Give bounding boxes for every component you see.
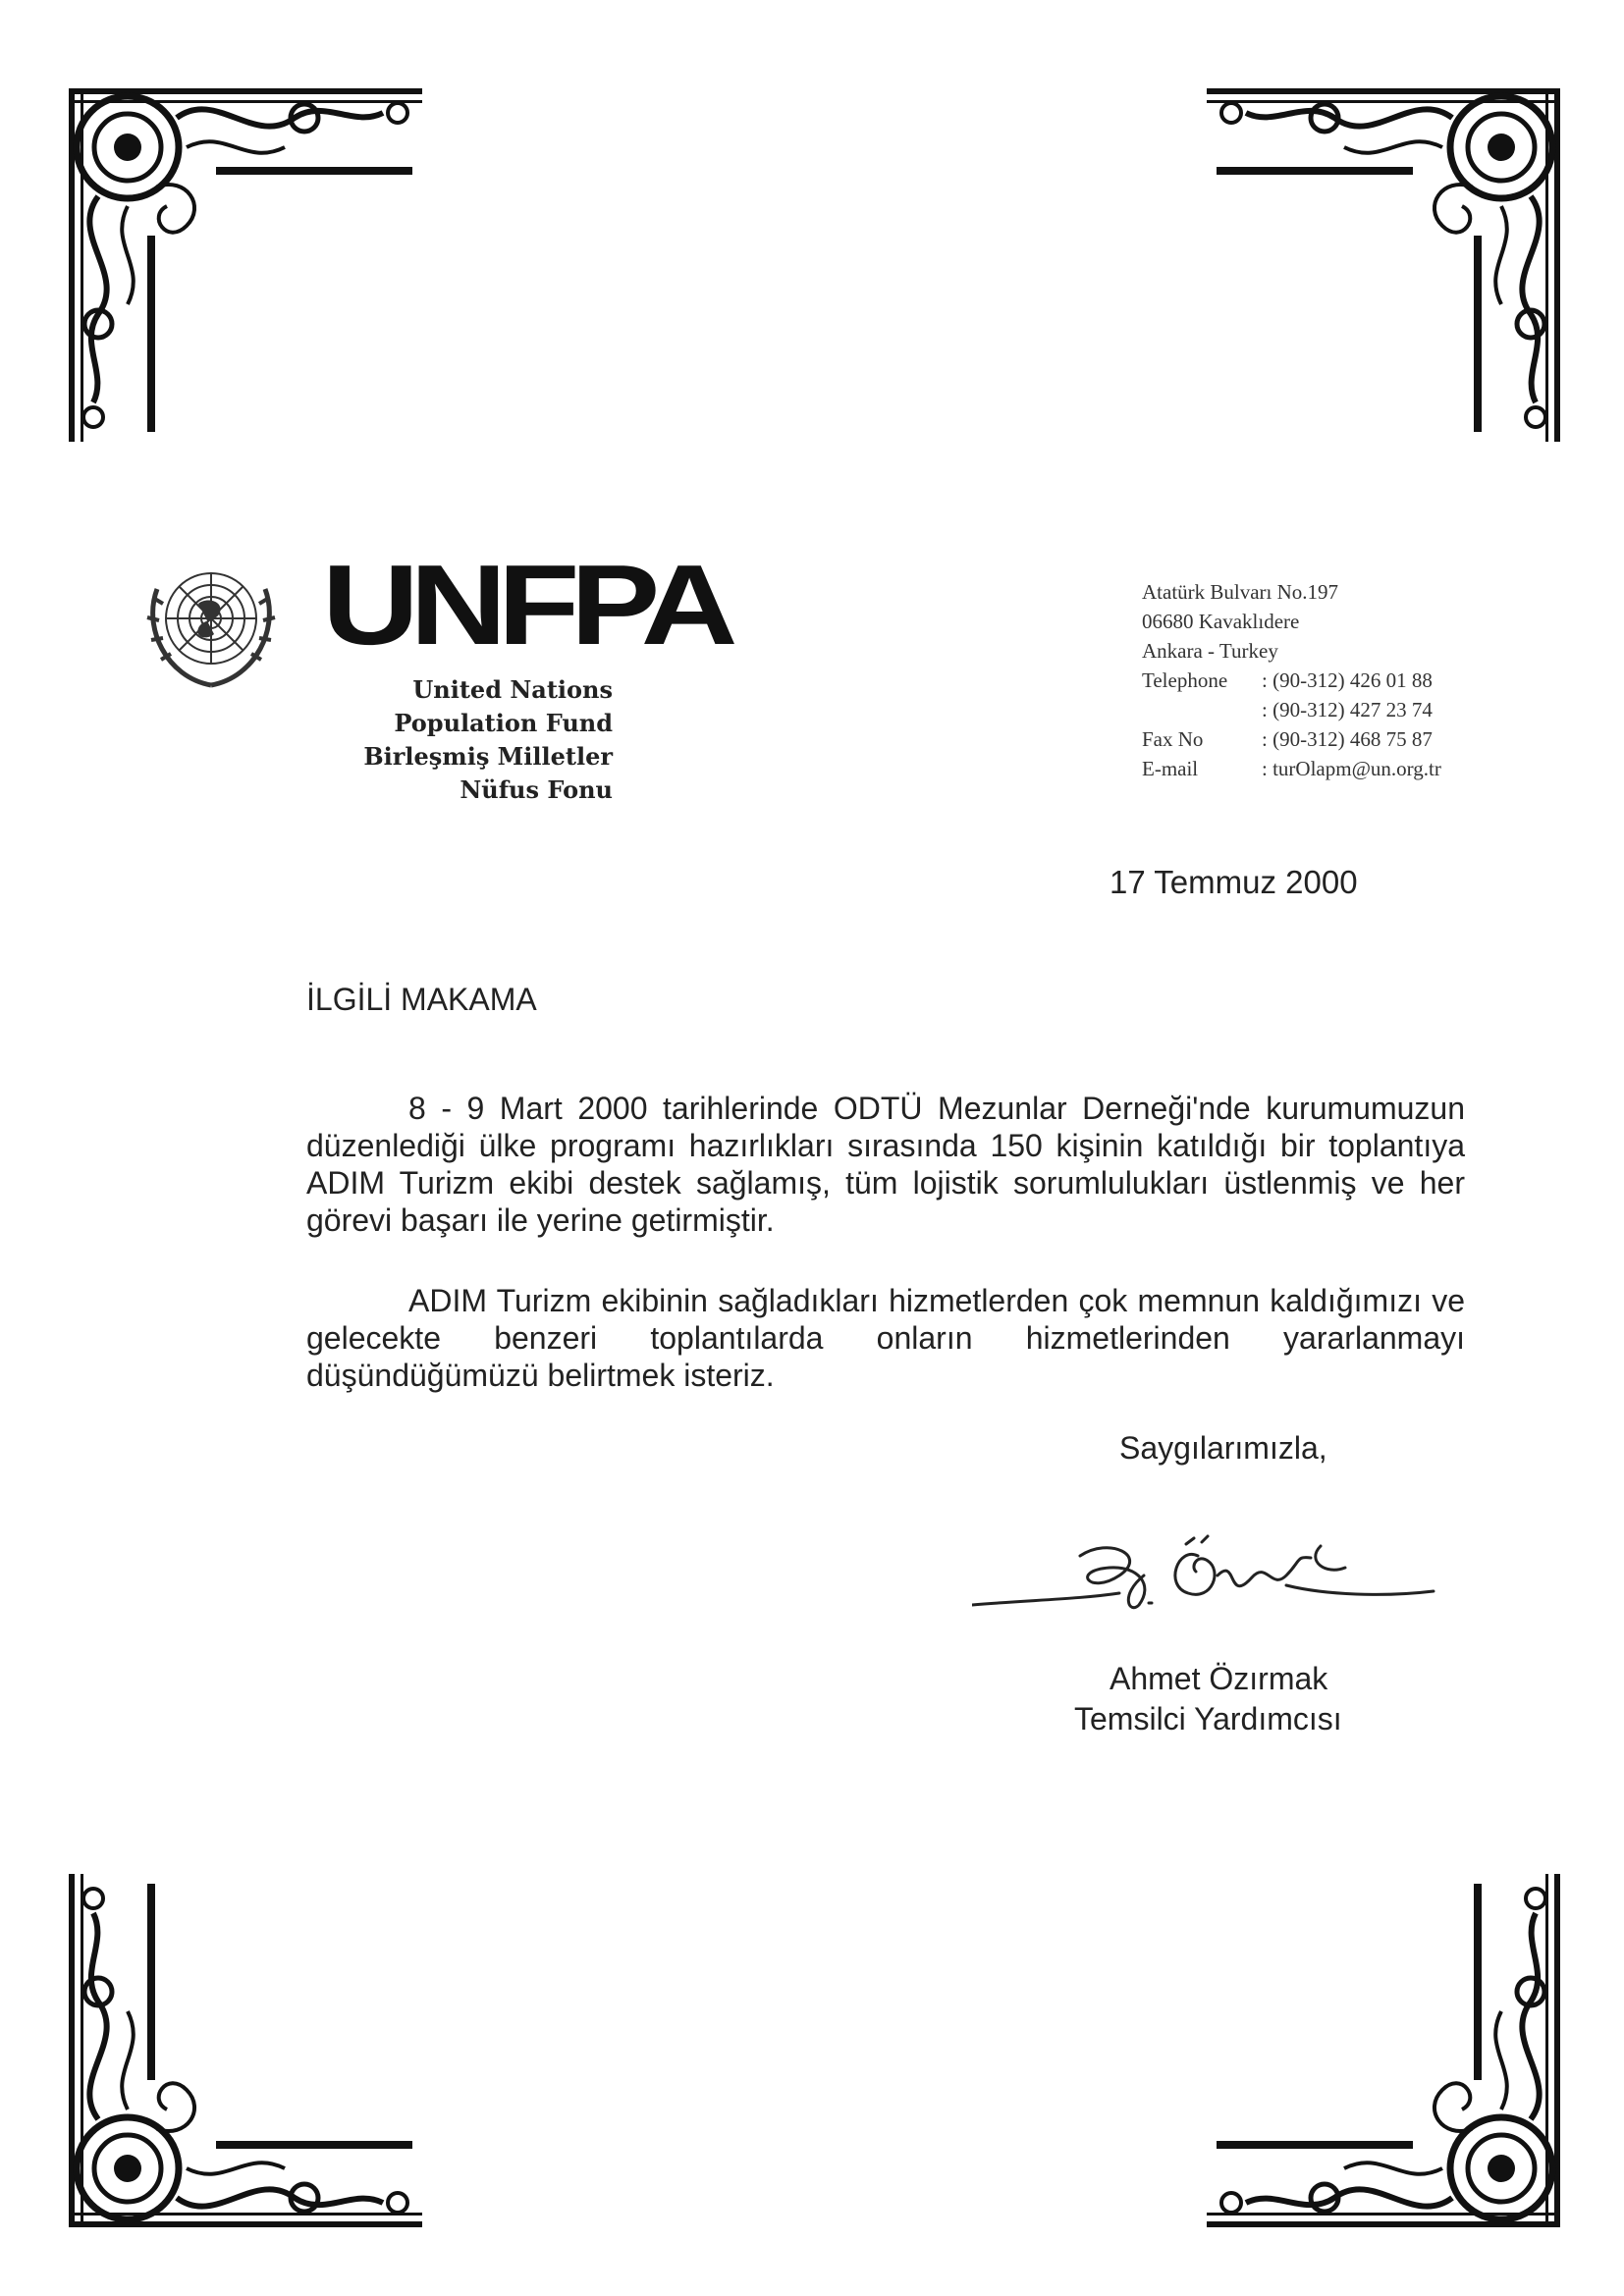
signer-title: Temsilci Yardımcısı (1074, 1701, 1342, 1736)
address-block (1142, 577, 1441, 783)
ornament-top-right (1197, 79, 1570, 452)
email-value: : turOlapm@un.org.tr (1262, 757, 1441, 780)
org-name-line: United Nations (412, 675, 613, 704)
address-street: Atatürk Bulvarı No.197 (1142, 580, 1339, 604)
email-label: E-mail (1142, 757, 1199, 780)
telephone-label: Telephone (1142, 668, 1228, 692)
org-name-line: Nüfus Fonu (460, 775, 613, 804)
body-paragraph-1: 8 - 9 Mart 2000 tarihlerinde ODTÜ Mezunlar Derneği'nde kurumumuzun düzenlediği ülke programı hazırlıkları sırasında 150 kişinin katıldığı bir toplantıya ADIM Turizm ekibi destek sağlamış, tüm lojistik sorumlulukları üstlenmiş ve her görevi başarı ile yerine getirmiştir. (306, 1091, 1465, 1238)
address-city: Ankara - Turkey (1142, 639, 1278, 663)
closing: Saygılarımızla, (1119, 1430, 1327, 1466)
letter-date: 17 Temmuz 2000 (1110, 864, 1358, 900)
address-district: 06680 Kavaklıdere (1142, 610, 1300, 633)
ornament-bottom-left (59, 1864, 432, 2237)
fax-value: : (90-312) 468 75 87 (1262, 727, 1433, 751)
handwritten-signature (972, 1517, 1443, 1644)
ornament-top-left (59, 79, 432, 452)
telephone-label-spacer (1142, 695, 1262, 724)
fax-label: Fax No (1142, 727, 1204, 751)
telephone-value-2: : (90-312) 427 23 74 (1262, 698, 1433, 721)
body-paragraph-2: ADIM Turizm ekibinin sağladıkları hizmetlerden çok memnun kaldığımızı ve gelecekte benzeri toplantılarda onların hizmetlerinden yararlanmayı düşündüğümüzü belirtmek isteriz. (306, 1283, 1465, 1393)
organization-names (363, 673, 613, 807)
salutation: İLGİLİ MAKAMA (306, 982, 537, 1017)
org-name-line: Birleşmiş Milletler (363, 742, 613, 771)
telephone-value-1: : (90-312) 426 01 88 (1262, 668, 1433, 692)
signer-name: Ahmet Özırmak (1110, 1661, 1328, 1696)
org-name-line: Population Fund (394, 709, 613, 737)
unfpa-wordmark: UNFPA (322, 541, 730, 668)
un-emblem-logo (137, 550, 285, 697)
ornament-bottom-right (1197, 1864, 1570, 2237)
